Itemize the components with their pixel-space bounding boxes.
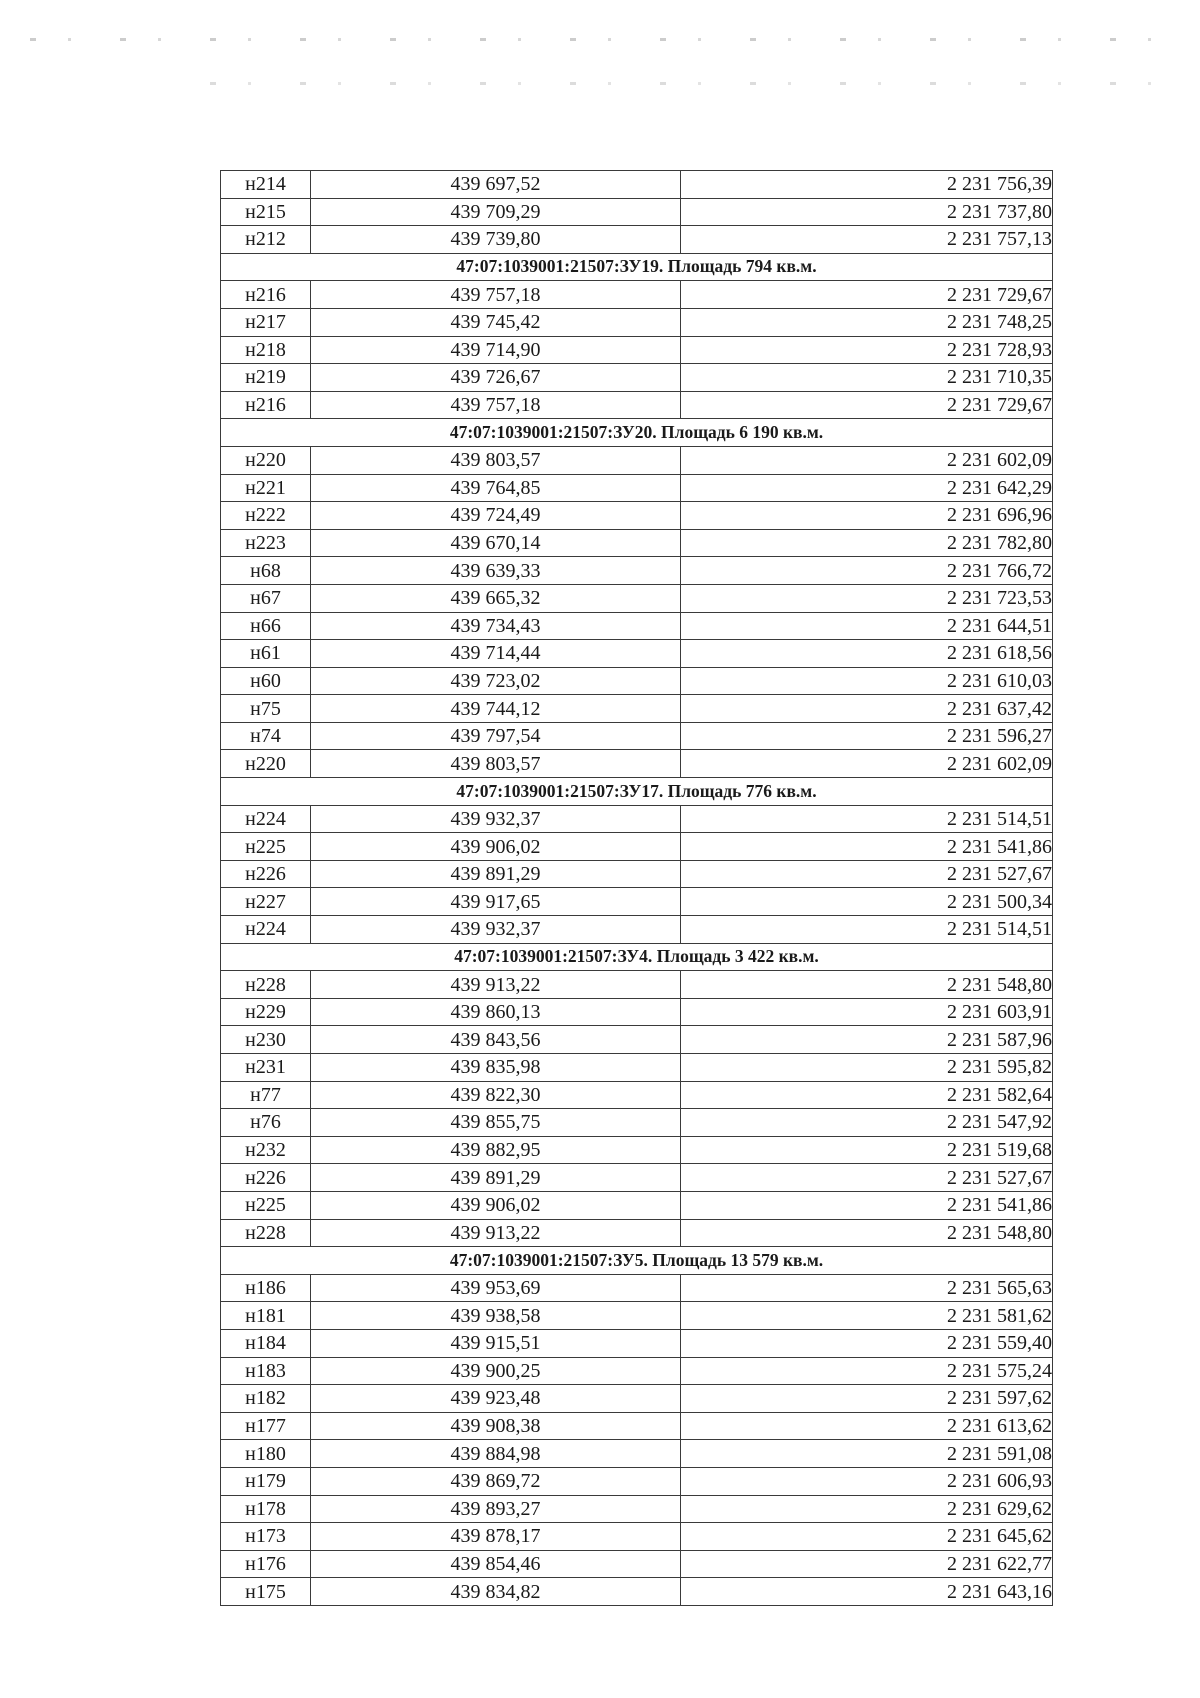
x-coordinate-cell: 439 860,13: [311, 998, 681, 1026]
table-row: [221, 860, 1053, 888]
table-row: [221, 998, 1053, 1026]
section-heading-row: [221, 778, 1053, 806]
point-cell: н76: [221, 1109, 311, 1137]
point-cell: н77: [221, 1081, 311, 1109]
table-row: [221, 557, 1053, 585]
table-row: [221, 833, 1053, 861]
y-coordinate-cell: 2 231 559,40: [681, 1329, 1053, 1357]
point-cell: н229: [221, 998, 311, 1026]
y-coordinate-cell: 2 231 581,62: [681, 1302, 1053, 1330]
table-row: [221, 916, 1053, 944]
section-heading-row: [221, 419, 1053, 447]
table-row: [221, 1412, 1053, 1440]
x-coordinate-cell: 439 938,58: [311, 1302, 681, 1330]
table-row: [221, 1219, 1053, 1247]
table-row: [221, 1081, 1053, 1109]
point-cell: н232: [221, 1136, 311, 1164]
y-coordinate-cell: 2 231 642,29: [681, 474, 1053, 502]
point-cell: н212: [221, 226, 311, 254]
point-cell: н75: [221, 695, 311, 723]
x-coordinate-cell: 439 906,02: [311, 1191, 681, 1219]
y-coordinate-cell: 2 231 541,86: [681, 1191, 1053, 1219]
point-cell: н223: [221, 529, 311, 557]
y-coordinate-cell: 2 231 519,68: [681, 1136, 1053, 1164]
y-coordinate-cell: 2 231 541,86: [681, 833, 1053, 861]
point-cell: н222: [221, 502, 311, 530]
coordinates-table: [220, 170, 1053, 1606]
point-cell: н67: [221, 584, 311, 612]
table-row: [221, 1550, 1053, 1578]
x-coordinate-cell: 439 665,32: [311, 584, 681, 612]
scan-artifact-line: [30, 38, 1180, 41]
x-coordinate-cell: 439 723,02: [311, 667, 681, 695]
x-coordinate-cell: 439 854,46: [311, 1550, 681, 1578]
table-row: [221, 226, 1053, 254]
x-coordinate-cell: 439 745,42: [311, 308, 681, 336]
y-coordinate-cell: 2 231 596,27: [681, 722, 1053, 750]
table-row: [221, 1109, 1053, 1137]
point-cell: н183: [221, 1357, 311, 1385]
point-cell: н177: [221, 1412, 311, 1440]
point-cell: н227: [221, 888, 311, 916]
y-coordinate-cell: 2 231 622,77: [681, 1550, 1053, 1578]
point-cell: н178: [221, 1495, 311, 1523]
y-coordinate-cell: 2 231 548,80: [681, 971, 1053, 999]
table-row: [221, 1136, 1053, 1164]
x-coordinate-cell: 439 932,37: [311, 916, 681, 944]
point-cell: н74: [221, 722, 311, 750]
point-cell: н179: [221, 1467, 311, 1495]
point-cell: н60: [221, 667, 311, 695]
coordinates-table-body: [221, 171, 1053, 1606]
x-coordinate-cell: 439 932,37: [311, 805, 681, 833]
y-coordinate-cell: 2 231 637,42: [681, 695, 1053, 723]
point-cell: н214: [221, 171, 311, 199]
y-coordinate-cell: 2 231 527,67: [681, 1164, 1053, 1192]
y-coordinate-cell: 2 231 602,09: [681, 750, 1053, 778]
y-coordinate-cell: 2 231 500,34: [681, 888, 1053, 916]
point-cell: н175: [221, 1578, 311, 1606]
y-coordinate-cell: 2 231 629,62: [681, 1495, 1053, 1523]
table-row: [221, 474, 1053, 502]
x-coordinate-cell: 439 843,56: [311, 1026, 681, 1054]
y-coordinate-cell: 2 231 756,39: [681, 171, 1053, 199]
table-row: [221, 364, 1053, 392]
point-cell: н228: [221, 1219, 311, 1247]
table-row: [221, 446, 1053, 474]
x-coordinate-cell: 439 884,98: [311, 1440, 681, 1468]
y-coordinate-cell: 2 231 748,25: [681, 308, 1053, 336]
x-coordinate-cell: 439 697,52: [311, 171, 681, 199]
x-coordinate-cell: 439 757,18: [311, 391, 681, 419]
point-cell: н215: [221, 198, 311, 226]
y-coordinate-cell: 2 231 723,53: [681, 584, 1053, 612]
x-coordinate-cell: 439 923,48: [311, 1385, 681, 1413]
table-row: [221, 391, 1053, 419]
x-coordinate-cell: 439 734,43: [311, 612, 681, 640]
x-coordinate-cell: 439 835,98: [311, 1054, 681, 1082]
table-row: [221, 308, 1053, 336]
scan-artifact-line: [210, 82, 1170, 85]
x-coordinate-cell: 439 803,57: [311, 750, 681, 778]
point-cell: н221: [221, 474, 311, 502]
x-coordinate-cell: 439 714,90: [311, 336, 681, 364]
point-cell: н181: [221, 1302, 311, 1330]
x-coordinate-cell: 439 797,54: [311, 722, 681, 750]
table-row: [221, 1495, 1053, 1523]
x-coordinate-cell: 439 639,33: [311, 557, 681, 585]
table-row: [221, 750, 1053, 778]
section-heading-row: [221, 253, 1053, 281]
point-cell: н216: [221, 391, 311, 419]
table-row: [221, 1440, 1053, 1468]
table-row: [221, 1523, 1053, 1551]
y-coordinate-cell: 2 231 547,92: [681, 1109, 1053, 1137]
x-coordinate-cell: 439 917,65: [311, 888, 681, 916]
table-row: [221, 1274, 1053, 1302]
y-coordinate-cell: 2 231 595,82: [681, 1054, 1053, 1082]
table-row: [221, 1164, 1053, 1192]
table-row: [221, 888, 1053, 916]
x-coordinate-cell: 439 869,72: [311, 1467, 681, 1495]
x-coordinate-cell: 439 726,67: [311, 364, 681, 392]
point-cell: н225: [221, 833, 311, 861]
x-coordinate-cell: 439 724,49: [311, 502, 681, 530]
section-heading: 47:07:1039001:21507:ЗУ20. Площадь 6 190 кв.м.: [221, 419, 1053, 447]
x-coordinate-cell: 439 764,85: [311, 474, 681, 502]
section-heading: 47:07:1039001:21507:ЗУ19. Площадь 794 кв.м.: [221, 253, 1053, 281]
point-cell: н225: [221, 1191, 311, 1219]
point-cell: н228: [221, 971, 311, 999]
x-coordinate-cell: 439 913,22: [311, 971, 681, 999]
point-cell: н61: [221, 640, 311, 668]
table-row: [221, 529, 1053, 557]
y-coordinate-cell: 2 231 587,96: [681, 1026, 1053, 1054]
x-coordinate-cell: 439 834,82: [311, 1578, 681, 1606]
y-coordinate-cell: 2 231 597,62: [681, 1385, 1053, 1413]
table-row: [221, 584, 1053, 612]
y-coordinate-cell: 2 231 514,51: [681, 916, 1053, 944]
x-coordinate-cell: 439 714,44: [311, 640, 681, 668]
x-coordinate-cell: 439 757,18: [311, 281, 681, 309]
y-coordinate-cell: 2 231 728,93: [681, 336, 1053, 364]
x-coordinate-cell: 439 891,29: [311, 860, 681, 888]
y-coordinate-cell: 2 231 610,03: [681, 667, 1053, 695]
point-cell: н220: [221, 750, 311, 778]
point-cell: н180: [221, 1440, 311, 1468]
table-row: [221, 502, 1053, 530]
y-coordinate-cell: 2 231 644,51: [681, 612, 1053, 640]
x-coordinate-cell: 439 709,29: [311, 198, 681, 226]
table-row: [221, 281, 1053, 309]
point-cell: н224: [221, 916, 311, 944]
y-coordinate-cell: 2 231 527,67: [681, 860, 1053, 888]
y-coordinate-cell: 2 231 603,91: [681, 998, 1053, 1026]
y-coordinate-cell: 2 231 757,13: [681, 226, 1053, 254]
y-coordinate-cell: 2 231 606,93: [681, 1467, 1053, 1495]
table-row: [221, 805, 1053, 833]
x-coordinate-cell: 439 744,12: [311, 695, 681, 723]
y-coordinate-cell: 2 231 645,62: [681, 1523, 1053, 1551]
point-cell: н218: [221, 336, 311, 364]
point-cell: н176: [221, 1550, 311, 1578]
y-coordinate-cell: 2 231 766,72: [681, 557, 1053, 585]
y-coordinate-cell: 2 231 618,56: [681, 640, 1053, 668]
table-row: [221, 695, 1053, 723]
x-coordinate-cell: 439 893,27: [311, 1495, 681, 1523]
section-heading: 47:07:1039001:21507:ЗУ5. Площадь 13 579 кв.м.: [221, 1247, 1053, 1275]
point-cell: н68: [221, 557, 311, 585]
table-row: [221, 336, 1053, 364]
point-cell: н230: [221, 1026, 311, 1054]
table-row: [221, 1302, 1053, 1330]
y-coordinate-cell: 2 231 582,64: [681, 1081, 1053, 1109]
table-row: [221, 1191, 1053, 1219]
table-row: [221, 640, 1053, 668]
point-cell: н66: [221, 612, 311, 640]
table-row: [221, 1467, 1053, 1495]
x-coordinate-cell: 439 855,75: [311, 1109, 681, 1137]
table-row: [221, 667, 1053, 695]
section-heading-row: [221, 1247, 1053, 1275]
y-coordinate-cell: 2 231 548,80: [681, 1219, 1053, 1247]
y-coordinate-cell: 2 231 696,96: [681, 502, 1053, 530]
point-cell: н186: [221, 1274, 311, 1302]
x-coordinate-cell: 439 913,22: [311, 1219, 681, 1247]
table-row: [221, 1054, 1053, 1082]
y-coordinate-cell: 2 231 729,67: [681, 391, 1053, 419]
point-cell: н219: [221, 364, 311, 392]
table-row: [221, 722, 1053, 750]
table-row: [221, 1385, 1053, 1413]
y-coordinate-cell: 2 231 782,80: [681, 529, 1053, 557]
point-cell: н217: [221, 308, 311, 336]
table-row: [221, 971, 1053, 999]
x-coordinate-cell: 439 822,30: [311, 1081, 681, 1109]
x-coordinate-cell: 439 915,51: [311, 1329, 681, 1357]
y-coordinate-cell: 2 231 575,24: [681, 1357, 1053, 1385]
x-coordinate-cell: 439 908,38: [311, 1412, 681, 1440]
point-cell: н220: [221, 446, 311, 474]
table-row: [221, 1357, 1053, 1385]
x-coordinate-cell: 439 891,29: [311, 1164, 681, 1192]
y-coordinate-cell: 2 231 710,35: [681, 364, 1053, 392]
section-heading: 47:07:1039001:21507:ЗУ17. Площадь 776 кв.м.: [221, 778, 1053, 806]
point-cell: н231: [221, 1054, 311, 1082]
x-coordinate-cell: 439 670,14: [311, 529, 681, 557]
x-coordinate-cell: 439 953,69: [311, 1274, 681, 1302]
point-cell: н226: [221, 1164, 311, 1192]
table-row: [221, 1329, 1053, 1357]
table-row: [221, 198, 1053, 226]
x-coordinate-cell: 439 878,17: [311, 1523, 681, 1551]
x-coordinate-cell: 439 906,02: [311, 833, 681, 861]
x-coordinate-cell: 439 803,57: [311, 446, 681, 474]
x-coordinate-cell: 439 900,25: [311, 1357, 681, 1385]
table-row: [221, 612, 1053, 640]
y-coordinate-cell: 2 231 565,63: [681, 1274, 1053, 1302]
y-coordinate-cell: 2 231 643,16: [681, 1578, 1053, 1606]
y-coordinate-cell: 2 231 602,09: [681, 446, 1053, 474]
x-coordinate-cell: 439 882,95: [311, 1136, 681, 1164]
y-coordinate-cell: 2 231 514,51: [681, 805, 1053, 833]
table-row: [221, 1026, 1053, 1054]
point-cell: н226: [221, 860, 311, 888]
point-cell: н224: [221, 805, 311, 833]
point-cell: н216: [221, 281, 311, 309]
table-row: [221, 171, 1053, 199]
point-cell: н184: [221, 1329, 311, 1357]
x-coordinate-cell: 439 739,80: [311, 226, 681, 254]
section-heading: 47:07:1039001:21507:ЗУ4. Площадь 3 422 кв.м.: [221, 943, 1053, 971]
section-heading-row: [221, 943, 1053, 971]
point-cell: н182: [221, 1385, 311, 1413]
y-coordinate-cell: 2 231 591,08: [681, 1440, 1053, 1468]
point-cell: н173: [221, 1523, 311, 1551]
y-coordinate-cell: 2 231 737,80: [681, 198, 1053, 226]
y-coordinate-cell: 2 231 613,62: [681, 1412, 1053, 1440]
table-row: [221, 1578, 1053, 1606]
y-coordinate-cell: 2 231 729,67: [681, 281, 1053, 309]
